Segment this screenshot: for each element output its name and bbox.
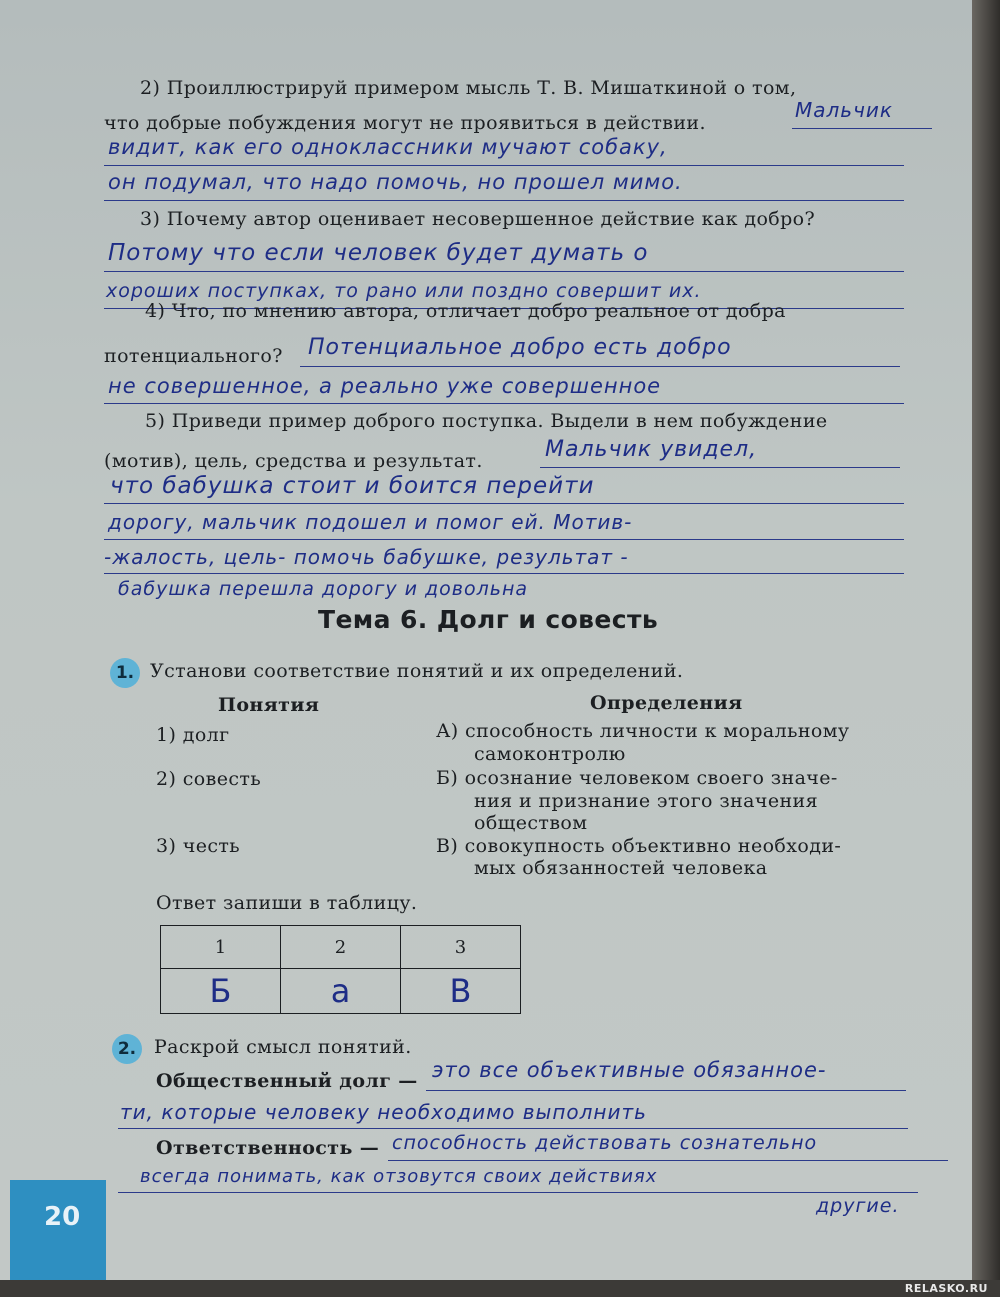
page-number: 20 [44, 1202, 81, 1232]
definition-c-line1: В) совокупность объективно необходи- [436, 835, 842, 857]
bottom-strip [0, 1280, 1000, 1297]
book-edge [972, 0, 1000, 1297]
table-answer-cell: В [401, 969, 521, 1014]
col-definitions-heading: Определения [590, 692, 743, 714]
q4-answer-2: не совершенное, а реально уже совершенное [108, 374, 662, 398]
q2-answer-1: Мальчик [795, 98, 893, 122]
q4-line1: 4) Что, по мнению автора, отличает добро реальное от добра [145, 300, 786, 322]
q3-answer-2: хороших поступках, то рано или поздно совершит их. [106, 280, 702, 302]
term2-answer-3: другие. [816, 1195, 900, 1217]
q5-answer-5: бабушка перешла дорогу и довольна [118, 578, 529, 600]
answer-line [118, 1128, 908, 1129]
table-header-cell: 2 [281, 926, 401, 969]
answer-line [792, 128, 932, 129]
table-prompt: Ответ запиши в таблицу. [156, 892, 418, 914]
q2-line1: 2) Проиллюстрируй примером мысль Т. В. Мишаткиной о том, [140, 77, 797, 99]
definition-b-line2: ния и признание этого значения [474, 790, 819, 812]
q5-answer-4: -жалость, цель- помочь бабушке, результат - [104, 545, 629, 569]
answer-line [540, 467, 900, 468]
table-answer-cell: а [281, 969, 401, 1014]
q2-line2: что добрые побуждения могут не проявиться в действии. [104, 112, 706, 134]
answer-line [388, 1160, 948, 1161]
task1-number-badge: 1. [110, 658, 140, 688]
answer-line [104, 165, 904, 166]
answer-table-answer-row [161, 969, 521, 1014]
answer-table-header-row [161, 926, 521, 969]
answer-line [300, 366, 900, 367]
task2-text: Раскрой смысл понятий. [154, 1036, 412, 1058]
table-header-cell: 3 [401, 926, 521, 969]
q5-answer-3: дорогу, мальчик подошел и помог ей. Мотив- [108, 510, 633, 534]
q5-answer-2: что бабушка стоит и боится перейти [110, 473, 595, 499]
q4-line2: потенциального? [104, 345, 283, 367]
answer-line [104, 503, 904, 504]
table-header-cell: 1 [161, 926, 281, 969]
watermark: RELASKO.RU [904, 1282, 988, 1295]
q3-answer-1: Потому что если человек будет думать о [108, 240, 649, 266]
term-responsibility: Ответственность — [156, 1137, 380, 1159]
answer-line [104, 271, 904, 272]
topic-title: Тема 6. Долг и совесть [318, 605, 659, 634]
concept-1: 1) долг [156, 724, 230, 746]
table-answer-cell: Б [161, 969, 281, 1014]
definition-a-line1: А) способность личности к моральному [436, 720, 850, 742]
answer-line [118, 1192, 918, 1193]
term2-answer-2: всегда понимать, как отзовутся своих действиях [140, 1166, 658, 1187]
q2-answer-3: он подумал, что надо помочь, но прошел мимо. [108, 170, 683, 194]
q3-line1: 3) Почему автор оценивает несовершенное действие как добро? [140, 208, 816, 230]
answer-line [426, 1090, 906, 1091]
concept-3: 3) честь [156, 835, 241, 857]
answer-line [104, 573, 904, 574]
answer-line [104, 200, 904, 201]
col-concepts-heading: Понятия [218, 694, 320, 716]
task2-number-badge: 2. [112, 1034, 142, 1064]
q5-answer-1: Мальчик увидел, [545, 437, 758, 462]
term1-answer-2: ти, которые человеку необходимо выполнить [120, 1100, 647, 1124]
q5-line2: (мотив), цель, средства и результат. [104, 450, 483, 472]
answer-table [160, 925, 521, 1014]
concept-2: 2) совесть [156, 768, 262, 790]
q4-answer-1: Потенциальное добро есть добро [308, 335, 732, 360]
task1-text: Установи соответствие понятий и их определений. [150, 660, 684, 682]
term-public-duty: Общественный долг — [156, 1070, 418, 1092]
q2-answer-2: видит, как его одноклассники мучают собаку, [108, 135, 668, 159]
page-number-tab [10, 1180, 106, 1280]
answer-line [104, 539, 904, 540]
definition-b-line1: Б) осознание человеком своего значе- [436, 767, 838, 789]
term2-answer-1: способность действовать сознательно [392, 1132, 818, 1154]
definition-a-line2: самоконтролю [474, 743, 626, 765]
q5-line1: 5) Приведи пример доброго поступка. Выдели в нем побуждение [145, 410, 828, 432]
definition-b-line3: обществом [474, 812, 588, 834]
term1-answer-1: это все объективные обязанное- [432, 1058, 827, 1082]
definition-c-line2: мых обязанностей человека [474, 857, 768, 879]
answer-line [104, 403, 904, 404]
